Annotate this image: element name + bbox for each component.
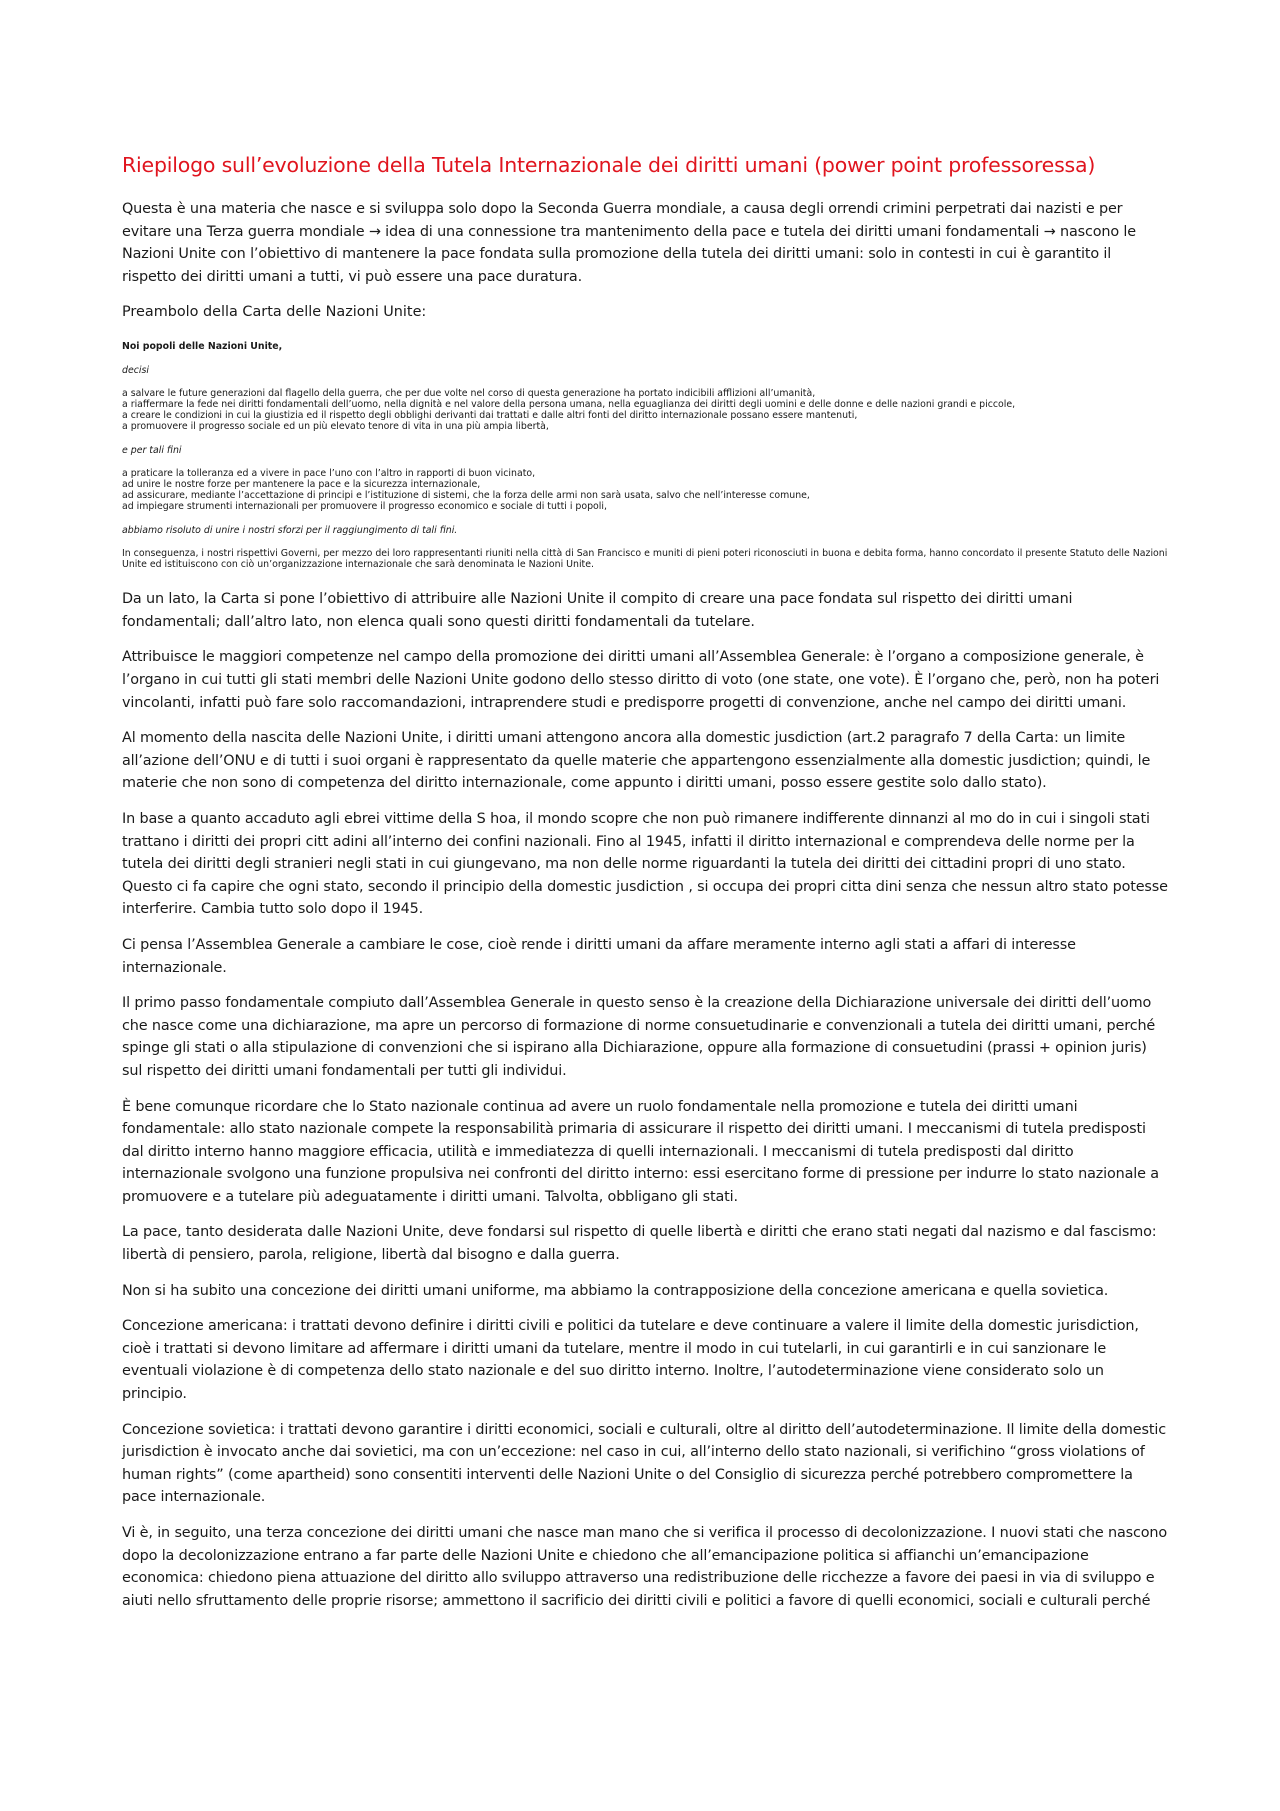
preamble-aim-line: a creare le condizioni in cui la giustizia ed il rispetto degli obblighi derivanti dai trattati e dalle altri fonti del diritto internazionale possano essere mantenuti,	[122, 410, 858, 422]
preamble-aim-line: a salvare le future generazioni dal flagello della guerra, che per due volte nel corso di questa generazione ha portato indicibili afflizioni all’umanità,	[122, 387, 816, 399]
body-paragraph: Ci pensa l’Assemblea Generale a cambiare le cose, cioè rende i diritti umani da affare meramente interno agli stati a affari di interesse internazionale.	[122, 936, 1076, 976]
preamble-means-line: a praticare la tolleranza ed a vivere in pace l’uno con l’altro in rapporti di buon vicinato,	[122, 467, 536, 479]
preamble-opening: Noi popoli delle Nazioni Unite,	[122, 341, 283, 353]
body-paragraph: Concezione americana: i trattati devono definire i diritti civili e politici da tutelare e deve continuare a valere il limite della domestic jurisdiction, cioè i trattati si devono limitare ad affermare i diritti umani da tutelare, mentre il modo in cui tutelarli, in cui garantirli e in cui sanzionare le eventuali violazione è di competenza dello stato nazionale e del suo diritto interno. Inoltre, l’autodeterminazione viene considerato solo un principio.	[122, 1318, 1139, 1403]
preamble-means-line: ad unire le nostre forze per mantenere la pace e la sicurezza internazionale,	[122, 479, 481, 490]
body-paragraph: Da un lato, la Carta si pone l’obiettivo di attribuire alle Nazioni Unite il compito di creare una pace fondata sul rispetto dei diritti umani fondamentali; dall’altro lato, non elenca quali sono questi diritti fondamentali da tutelare.	[122, 591, 1073, 630]
preamble-heading: Preambolo della Carta delle Nazioni Unite:	[122, 304, 427, 321]
preamble-aim-line: a promuovere il progresso sociale ed un più elevato tenore di vita in una più ampia libertà,	[122, 421, 549, 433]
body-paragraph: Vi è, in seguito, una terza concezione dei diritti umani che nasce man mano che si verifica il processo di decolonizzazione. I nuovi stati che nascono dopo la decolonizzazione entrano a far parte delle Nazioni Unite e chiedono che all’emancipazione politica si affianchi un’emancipazione economica: chiedono piena attuazione del diritto allo sviluppo attraverso una redistribuzione delle ricchezze a favore dei paesi in via di sviluppo e aiuti nello sfruttamento delle proprie risorse; ammettono il sacrificio dei diritti civili e politici a favore di quelli economici, sociali e culturali perché	[122, 1525, 1168, 1609]
preamble-means	[122, 468, 1168, 513]
body-paragraph: Attribuisce le maggiori competenze nel campo della promozione dei diritti umani all’Assemblea Generale: è l’organo a composizione generale, è l’organo in cui tutti gli stati membri delle Nazioni Unite godono dello stesso diritto di voto (one state, one vote). È l’organo che, però, non ha poteri vincolanti, infatti può fare solo raccomandazioni, intraprendere studi e predisporre progetti di convenzione, anche nel campo dei diritti umani.	[122, 649, 1160, 711]
preamble-means-line: ad impiegare strumenti internazionali per promuovere il progresso economico e sociale di tutti i popoli,	[122, 501, 607, 513]
body-paragraph: Al momento della nascita delle Nazioni Unite, i diritti umani attengono ancora alla domestic jusdiction (art.2 paragrafo 7 della Carta: un limite all’azione dell’ONU e di tutti i suoi organi è rappresentato da quelle materie che appartengono essenzialmente alla domestic jusdiction; quindi, le materie che non sono di competenza del diritto internazionale, come appunto i diritti umani, posso essere gestite solo dallo stato).	[122, 730, 1151, 792]
body-paragraph: Il primo passo fondamentale compiuto dall’Assemblea Generale in questo senso è la creazione della Dichiarazione universale dei diritti dell’uomo che nasce come una dichiarazione, ma apre un percorso di formazione di norme consuetudinarie e convenzionali a tutela dei diritti umani, perché spinge gli stati o alla stipulazione di convenzioni che si ispirano alla Dichiarazione, oppure alla formazione di consuetudini (prassi + opinion juris) sul rispetto dei diritti umani fondamentali per tutti gli individui.	[122, 995, 1156, 1079]
body-paragraph: È bene comunque ricordare che lo Stato nazionale continua ad avere un ruolo fondamentale nella promozione e tutela dei diritti umani fondamentale: allo stato nazionale compete la responsabilità primaria di assicurare il rispetto dei diritti umani. I meccanismi di tutela predisposti dal diritto interno hanno maggiore efficacia, utilità e immediatezza di quelli internazionali. I meccanismi di tutela predisposti dal diritto internazionale svolgono una funzione propulsiva nei confronti del diritto interno: essi esercitano forme di pressione per indurre lo stato nazionale a promuovere e a tutelare più adeguatamente i diritti umani. Talvolta, obbligano gli stati.	[122, 1098, 1159, 1205]
preamble-resolved: abbiamo risoluto di unire i nostri sforzi per il raggiungimento di tali fini.	[122, 524, 458, 536]
body-paragraph: Non si ha subito una concezione dei diritti umani uniforme, ma abbiamo la contrapposizione della concezione americana e quella sovietica.	[122, 1282, 1109, 1299]
preamble-means-line: ad assicurare, mediante l’accettazione di principi e l’istituzione di sistemi, che la forza delle armi non sarà usata, salvo che nell’interesse comune,	[122, 490, 810, 502]
preamble-aim-line: a riaffermare la fede nei diritti fondamentali dell’uomo, nella dignità e nel valore della persona umana, nella eguaglianza dei diritti degli uomini e delle donne e delle nazioni grandi e piccole,	[122, 398, 1016, 410]
body-paragraph: La pace, tanto desiderata dalle Nazioni Unite, deve fondarsi sul rispetto di quelle libertà e diritti che erano stati negati dal nazismo e dal fascismo: libertà di pensiero, parola, religione, libertà dal bisogno e dalla guerra.	[122, 1224, 1157, 1264]
preamble-conclusion: In conseguenza, i nostri rispettivi Governi, per mezzo dei loro rappresentanti riuniti nella città di San Francisco e muniti di pieni poteri riconosciuti in buona e debita forma, hanno concordato il presente Statuto delle Nazioni Unite ed istituiscono con ciò un’organizzazione internazionale che sarà denominata le Nazioni Unite.	[122, 547, 1168, 571]
document-title: Riepilogo sull’evoluzione della Tutela Internazionale dei diritti umani (power point professoressa)	[122, 153, 1096, 177]
body-paragraph: Concezione sovietica: i trattati devono garantire i diritti economici, sociali e culturali, oltre al diritto dell’autodeterminazione. Il limite della domestic jurisdiction è invocato anche dai sovietici, ma con un’eccezione: nel caso in cui, all’interno dello stato nazionali, si verifichino “gross violations of human rights” (come apartheid) sono consentiti interventi delle Nazioni Unite o del Consiglio di sicurezza perché potrebbero compromettere la pace internazionale.	[122, 1421, 1166, 1506]
intro-paragraph: Questa è una materia che nasce e si sviluppa solo dopo la Seconda Guerra mondiale, a causa degli orrendi crimini perpetrati dai nazisti e per evitare una Terza guerra mondiale → idea di una connessione tra mantenimento della pace e tutela dei diritti umani fondamentali → nascono le Nazioni Unite con l’obiettivo di mantenere la pace fondata sulla promozione della tutela dei diritti umani: solo in contesti in cui è garantito il rispetto dei diritti umani a tutti, vi può essere una pace duratura.	[122, 201, 1136, 285]
document-page	[122, 150, 1168, 1625]
preamble-per-tali-fini: e per tali fini	[122, 444, 182, 456]
preamble-decisi: decisi	[122, 364, 149, 376]
preamble-aims	[122, 388, 1168, 433]
body-paragraph: In base a quanto accaduto agli ebrei vittime della S hoa, il mondo scopre che non può rimanere indifferente dinnanzi al mo do in cui i singoli stati trattano i diritti dei propri citt adini all’interno dei confini nazionali. Fino al 1945, infatti il diritto internazional e comprendeva delle norme per la tutela dei diritti degli stranieri negli stati in cui giungevano, ma non delle norme riguardanti la tutela dei diritti dei cittadini propri di uno stato. Questo ci fa capire che ogni stato, secondo il principio della domestic jusdiction , si occupa dei propri citta dini senza che nessun altro stato potesse interferire. Cambia tutto solo dopo il 1945.	[122, 810, 1168, 918]
